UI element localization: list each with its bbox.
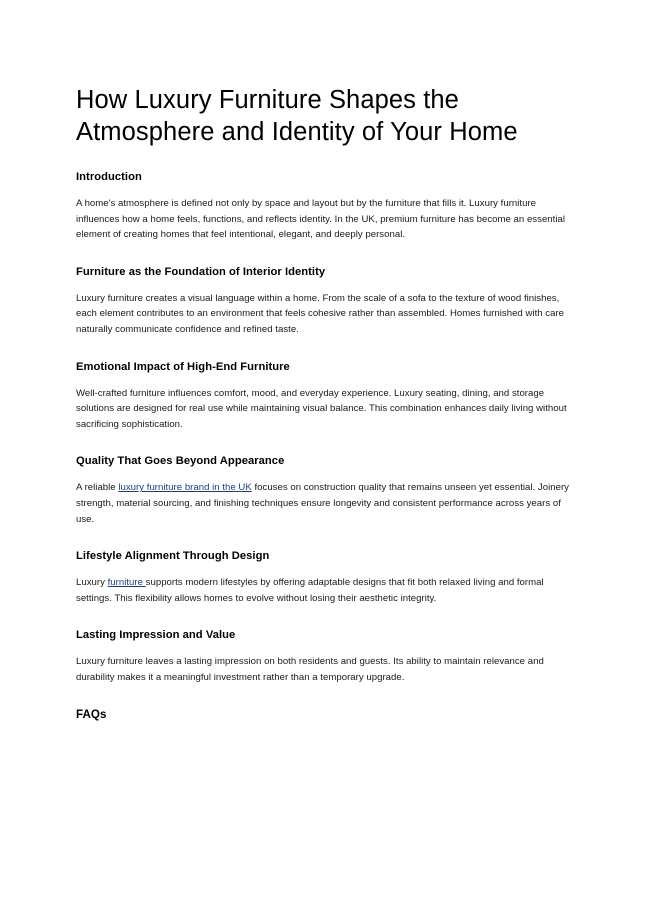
section-heading-faqs: FAQs — [76, 707, 107, 721]
page-title: How Luxury Furniture Shapes the Atmosphere and Identity of Your Home — [76, 86, 518, 146]
paragraph-text-before-link: Luxury — [76, 577, 108, 589]
inline-hyperlink-luxury-furniture-brand[interactable]: luxury furniture brand in the UK — [118, 482, 252, 494]
section-paragraph — [76, 386, 580, 433]
section-emotional-impact — [76, 360, 580, 433]
section-heading: Lifestyle Alignment Through Design — [76, 550, 270, 563]
section-paragraph — [76, 480, 580, 527]
section-introduction — [76, 170, 580, 243]
paragraph-text-before-link: Well-crafted furniture influences comfort, mood, and everyday experience. Luxury seating, dining, and storage solutions are designed for real use while maintaining visual balance. This combination enhances daily living without sacrificing sophistication. — [76, 387, 567, 430]
section-paragraph — [76, 196, 580, 243]
section-paragraph — [76, 654, 580, 685]
section-heading: Emotional Impact of High-End Furniture — [76, 360, 290, 373]
paragraph-text-after-link: supports modern lifestyles by offering adaptable designs that fit both relaxed living and formal settings. This flexibility allows homes to evolve without losing their aesthetic integrity. — [76, 577, 544, 604]
paragraph-text-after-link: focuses on construction quality that remains unseen yet essential. Joinery strength, material sourcing, and finishing techniques ensure longevity and consistent performance across years of use. — [76, 482, 569, 525]
paragraph-text-before-link: A reliable — [76, 482, 119, 494]
section-heading: Lasting Impression and Value — [76, 629, 236, 642]
section-lasting-impression-and-value — [76, 628, 580, 685]
document-content — [76, 84, 580, 722]
section-paragraph — [76, 575, 580, 606]
section-quality-beyond-appearance — [76, 454, 580, 527]
section-heading: Quality That Goes Beyond Appearance — [76, 455, 285, 468]
section-heading: Introduction — [76, 171, 142, 183]
section-foundation-of-interior-identity — [76, 265, 580, 338]
paragraph-text-before-link: Luxury furniture leaves a lasting impression on both residents and guests. Its ability to maintain relevance and durability makes it a meaningful investment rather than a temporary upgrade. — [76, 656, 544, 683]
inline-hyperlink-furniture[interactable]: furniture — [107, 577, 146, 589]
paragraph-text-before-link: Luxury furniture creates a visual language within a home. From the scale of a sofa to the texture of wood finishes, each element contributes to an environment that feels cohesive rather than assembled. Homes furnished with care naturally communicate confidence and refined taste. — [76, 292, 565, 335]
section-heading: Furniture as the Foundation of Interior Identity — [76, 265, 326, 278]
section-paragraph — [76, 291, 580, 338]
section-lifestyle-alignment — [76, 549, 580, 606]
paragraph-text-before-link: A home's atmosphere is defined not only by space and layout but by the furniture that fills it. Luxury furniture influences how a home feels, functions, and reflects identity. In the UK, premium furniture has become an essential element of creating homes that feel intentional, elegant, and deeply personal. — [76, 198, 565, 241]
